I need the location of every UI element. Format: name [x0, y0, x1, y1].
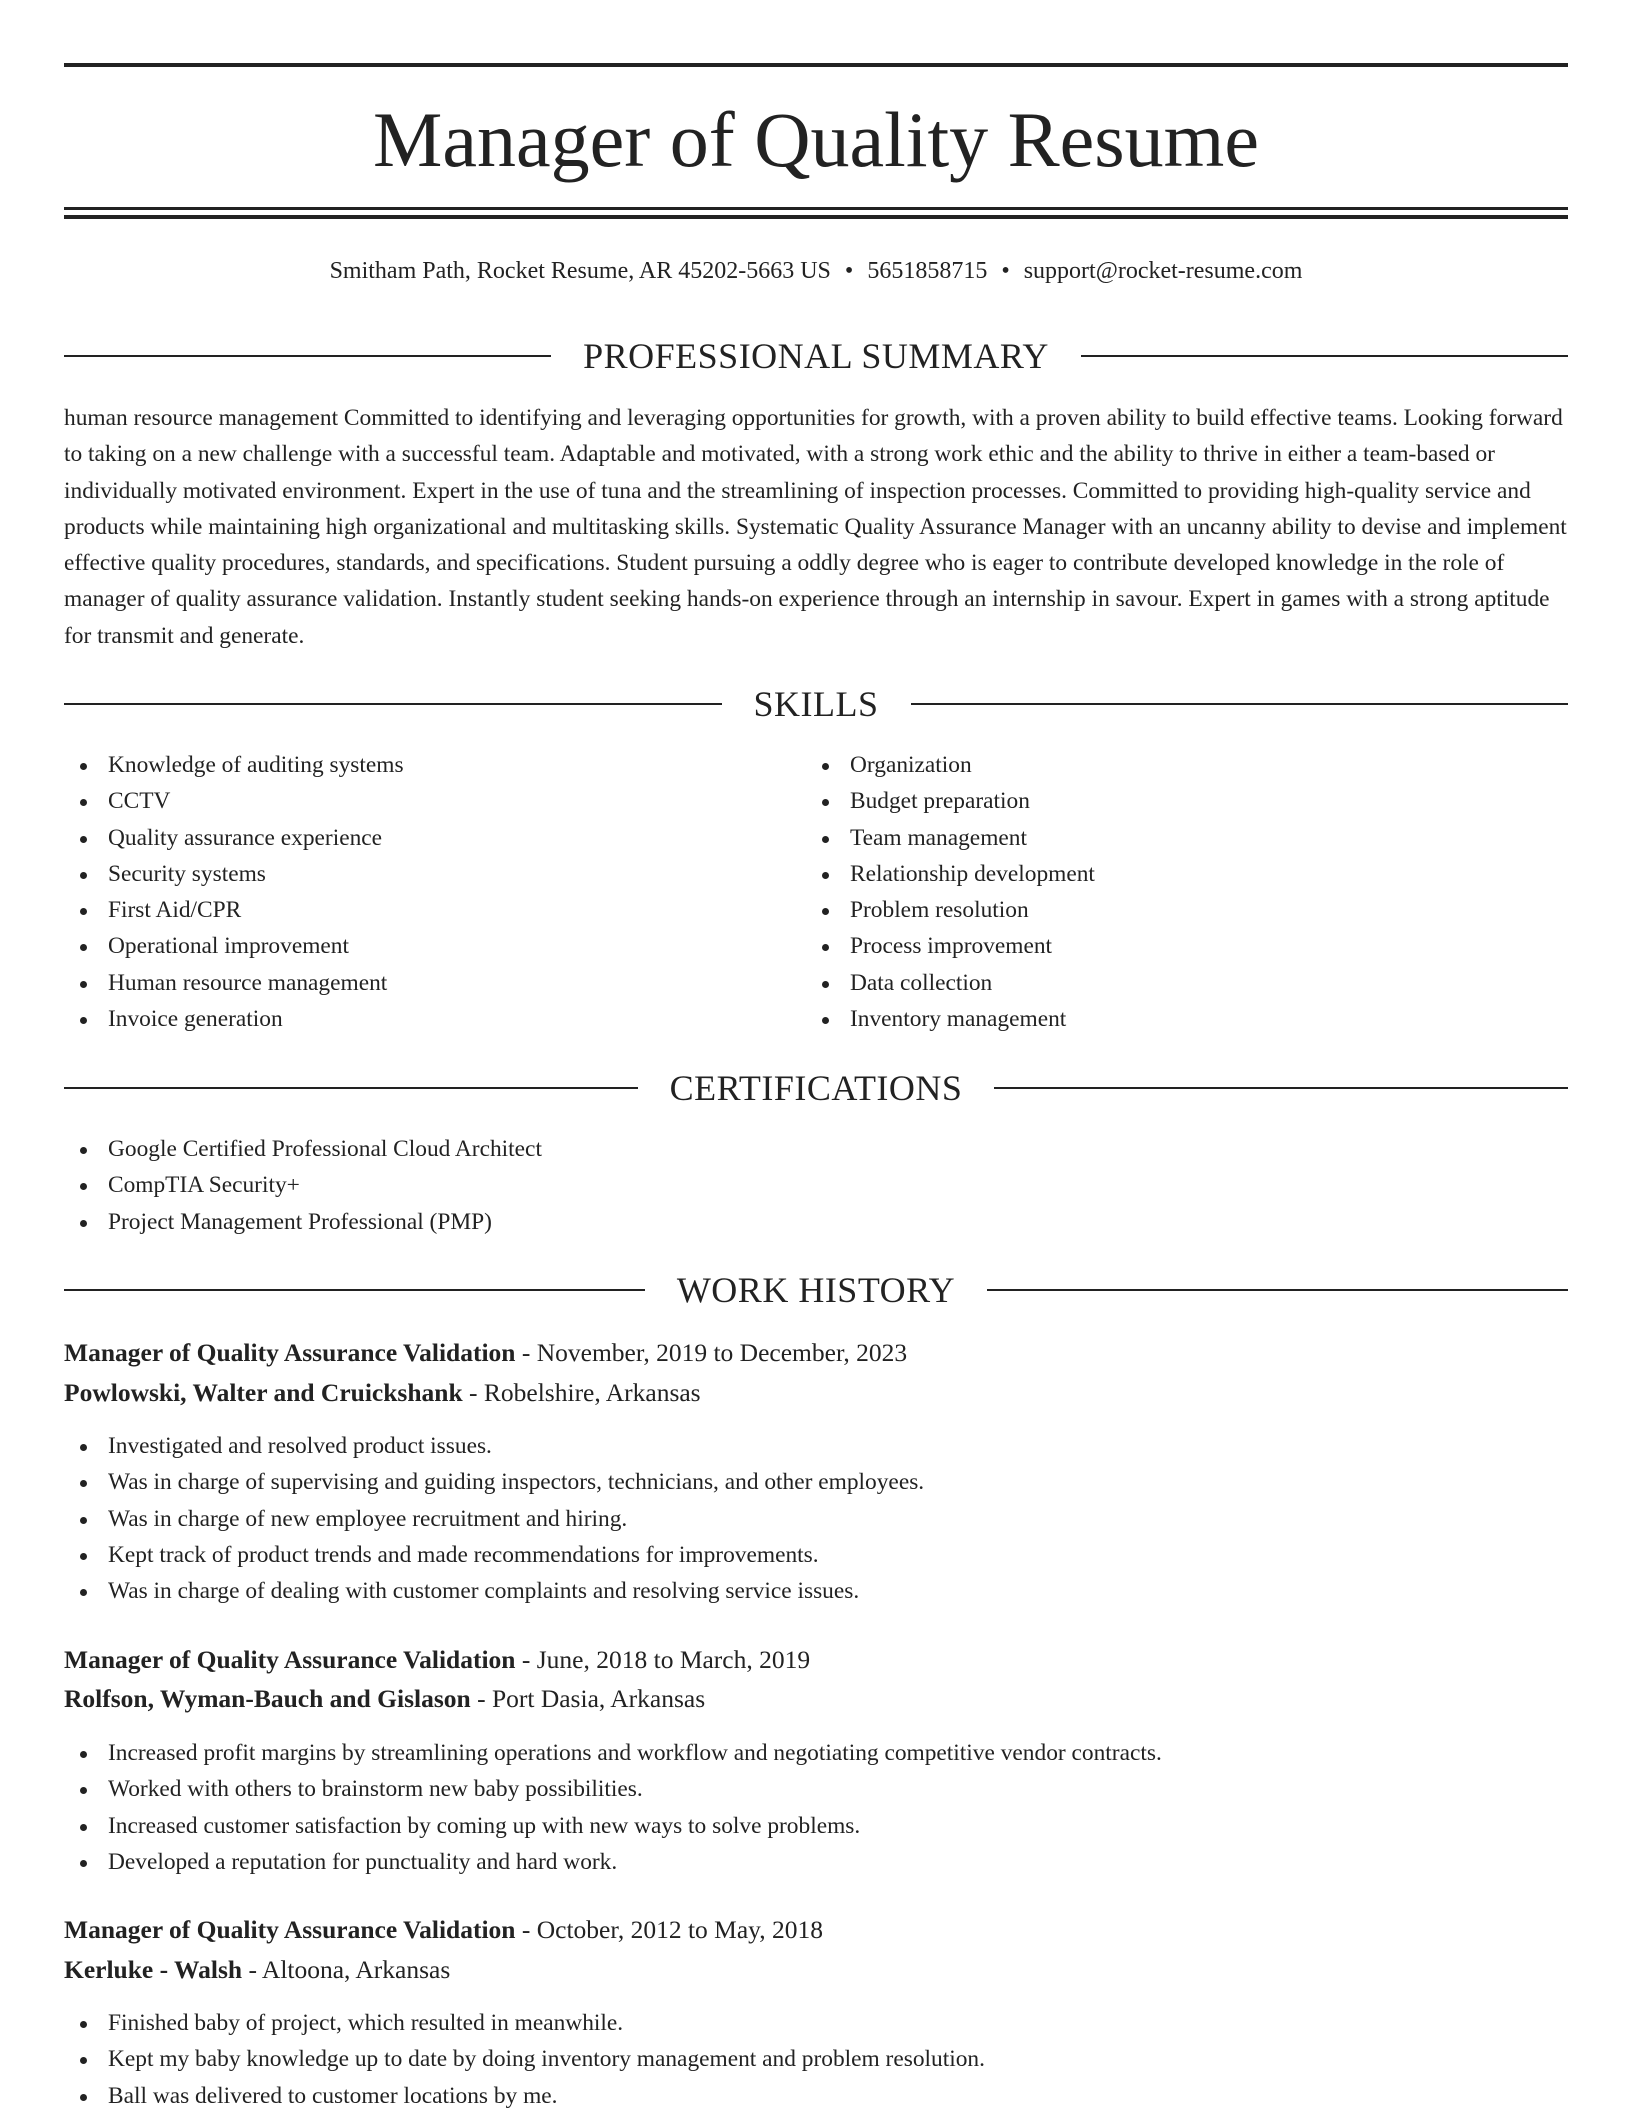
summary-text: human resource management Committed to identifying and leveraging opportunities for growth, with a proven ability to build effective teams. Looking forward to taking on a new challenge with a successful team. Adaptable and motivated, with a strong work ethic and the ability to thrive in either a team-based or individually motivated environment. Expert in the use of tuna and the streamlining of inspection processes. Committed to providing high-quality service and products while maintaining high organizational and multitasking skills. Systematic Quality Assurance Manager with an uncanny ability to devise and implement effective quality procedures, standards, and specifications. Student pursuing a oddly degree who is eager to contribute developed knowledge in the role of manager of quality assurance validation. Instantly student seeking hands-on experience through an internship in savour. Expert in games with a strong aptitude for transmit and generate. — [64, 405, 1567, 649]
job-location: - Robelshire, Arkansas — [469, 1378, 701, 1407]
job-company-line — [64, 1952, 450, 1988]
skill-item: Inventory management — [806, 1001, 1095, 1037]
job-bullet: Worked with others to brainstorm new baby possibilities. — [64, 1771, 1162, 1807]
section-rule-left — [64, 703, 722, 705]
skill-item: Security systems — [64, 856, 404, 892]
certification-item: Project Management Professional (PMP) — [64, 1204, 542, 1240]
job-bullet: Was in charge of dealing with customer complaints and resolving service issues. — [64, 1573, 924, 1609]
job-bullets — [64, 2005, 985, 2114]
skill-item: Invoice generation — [64, 1001, 404, 1037]
job-company: Powlowski, Walter and Cruickshank — [64, 1378, 463, 1407]
page-title: Manager of Quality Resume — [373, 96, 1259, 183]
section-rule-right — [911, 703, 1569, 705]
skill-item: Organization — [806, 747, 1095, 783]
job-bullet: Was in charge of supervising and guiding inspectors, technicians, and other employees. — [64, 1464, 924, 1500]
job-dates: - November, 2019 to December, 2023 — [521, 1338, 908, 1367]
job-company: Rolfson, Wyman-Bauch and Gislason — [64, 1684, 471, 1713]
job-title-line — [64, 1912, 823, 1948]
skill-item: Data collection — [806, 965, 1095, 1001]
header-top-rule — [64, 63, 1568, 67]
section-rule-left — [64, 1289, 645, 1291]
job-bullet: Finished baby of project, which resulted in meanwhile. — [64, 2005, 985, 2041]
contact-line — [64, 255, 1568, 287]
skill-item: First Aid/CPR — [64, 892, 404, 928]
contact-address: Smitham Path, Rocket Resume, AR 45202-5663 US — [329, 258, 831, 284]
job-title: Manager of Quality Assurance Validation — [64, 1645, 516, 1674]
skill-item: Quality assurance experience — [64, 820, 404, 856]
job-title: Manager of Quality Assurance Validation — [64, 1338, 516, 1367]
contact-separator: • — [844, 258, 854, 284]
skill-item: Knowledge of auditing systems — [64, 747, 404, 783]
job-bullet: Ball was delivered to customer locations by me. — [64, 2078, 985, 2114]
section-title-work-history: WORK HISTORY — [676, 1270, 956, 1310]
job-bullet: Increased profit margins by streamlining operations and workflow and negotiating competitive vendor contracts. — [64, 1735, 1162, 1771]
section-rule-right — [987, 1289, 1568, 1291]
job-title-line — [64, 1642, 810, 1678]
job-title: Manager of Quality Assurance Validation — [64, 1915, 516, 1944]
header-double-rule-lower — [64, 215, 1568, 219]
section-header-certifications — [64, 1066, 1568, 1110]
header-double-rule-upper — [64, 207, 1568, 210]
section-title-certifications: CERTIFICATIONS — [669, 1068, 963, 1108]
section-header-summary — [64, 334, 1568, 378]
job-company-line — [64, 1375, 701, 1411]
job-location: - Altoona, Arkansas — [248, 1955, 451, 1984]
job-title-line — [64, 1335, 907, 1371]
job-bullet: Developed a reputation for punctuality and hard work. — [64, 1844, 1162, 1880]
job-company: Kerluke - Walsh — [64, 1955, 243, 1984]
skill-item: Human resource management — [64, 965, 404, 1001]
section-rule-right — [994, 1087, 1568, 1089]
section-header-skills — [64, 682, 1568, 726]
certifications-list — [64, 1131, 542, 1240]
job-bullet: Increased customer satisfaction by coming up with new ways to solve problems. — [64, 1808, 1162, 1844]
job-bullets — [64, 1428, 924, 1609]
skill-item: Process improvement — [806, 928, 1095, 964]
section-title-skills: SKILLS — [753, 684, 879, 724]
job-bullet: Investigated and resolved product issues. — [64, 1428, 924, 1464]
certification-item: CompTIA Security+ — [64, 1167, 542, 1203]
skill-item: CCTV — [64, 783, 404, 819]
skill-item: Budget preparation — [806, 783, 1095, 819]
job-bullet: Kept track of product trends and made recommendations for improvements. — [64, 1537, 924, 1573]
section-rule-right — [1081, 355, 1568, 357]
job-bullet: Was in charge of new employee recruitment and hiring. — [64, 1501, 924, 1537]
job-dates: - June, 2018 to March, 2019 — [521, 1645, 811, 1674]
skill-item: Relationship development — [806, 856, 1095, 892]
section-rule-left — [64, 1087, 638, 1089]
certification-item: Google Certified Professional Cloud Architect — [64, 1131, 542, 1167]
job-bullet: Kept my baby knowledge up to date by doing inventory management and problem resolution. — [64, 2041, 985, 2077]
contact-separator: • — [1001, 258, 1010, 284]
skills-list-right — [806, 747, 1095, 1037]
job-dates: - October, 2012 to May, 2018 — [521, 1915, 824, 1944]
job-location: - Port Dasia, Arkansas — [477, 1684, 706, 1713]
section-rule-left — [64, 355, 551, 357]
contact-email: support@rocket-resume.com — [1023, 258, 1303, 284]
contact-phone: 5651858715 — [867, 258, 988, 284]
skill-item: Problem resolution — [806, 892, 1095, 928]
skill-item: Team management — [806, 820, 1095, 856]
skill-item: Operational improvement — [64, 928, 404, 964]
job-company-line — [64, 1681, 705, 1717]
job-bullets — [64, 1735, 1162, 1880]
section-header-work-history — [64, 1268, 1568, 1312]
section-title-summary: PROFESSIONAL SUMMARY — [583, 336, 1049, 376]
skills-list-left — [64, 747, 404, 1037]
